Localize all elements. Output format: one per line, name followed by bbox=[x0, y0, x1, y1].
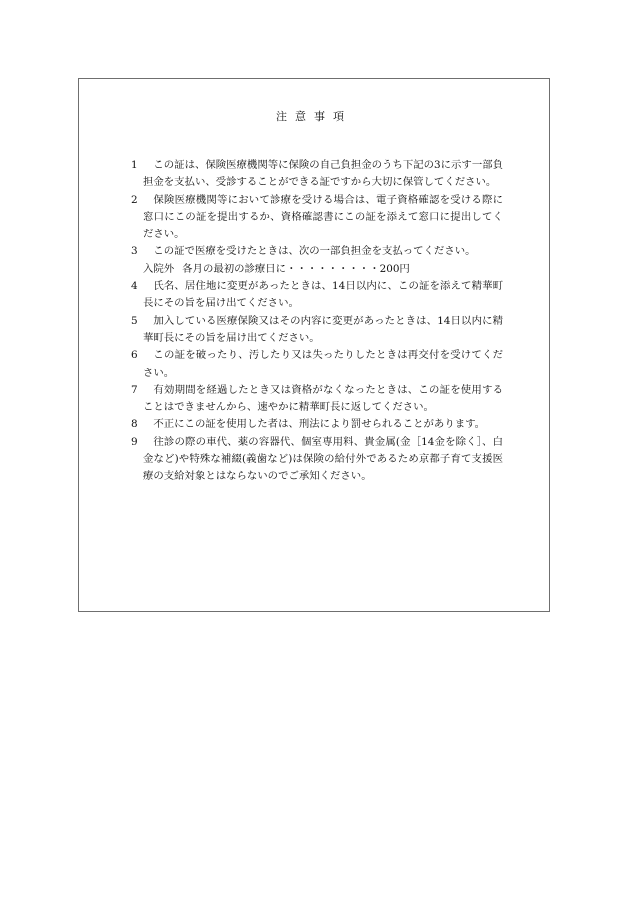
notice-box bbox=[78, 78, 550, 612]
item-text: 氏名、居住地に変更があったときは、14日以内に、この証を添えて精華町長にその旨を届け出てください。 bbox=[143, 280, 503, 310]
notice-item-6 bbox=[131, 347, 503, 382]
item-number: 7 bbox=[131, 383, 138, 396]
item-number: 5 bbox=[131, 314, 138, 327]
item-text: この証を破ったり、汚したり又は失ったりしたときは再交付を受けてください。 bbox=[143, 349, 503, 379]
notice-title: 注意事項 bbox=[276, 110, 352, 123]
item-text: 往診の際の車代、薬の容器代、個室専用料、貴金属(金［14金を除く］、白金など)や特殊な補綴(義歯など)は保険の給付外であるため京都子育て支援医療の支給対象とはならないのでご承知ください。 bbox=[143, 435, 503, 483]
notice-item-4 bbox=[131, 278, 503, 313]
item-number: 2 bbox=[131, 193, 138, 206]
item-text: 有効期間を経過したとき又は資格がなくなったときは、この証を使用することはできませんから、速やかに精華町長に返してください。 bbox=[143, 383, 503, 414]
item-number: 1 bbox=[131, 159, 138, 171]
notice-list bbox=[131, 157, 503, 486]
notice-item-1 bbox=[131, 157, 503, 192]
inpatient-line bbox=[131, 261, 503, 278]
inpatient-label: 入院外 bbox=[143, 262, 175, 275]
item-text: 不正にこの証を使用した者は、刑法により罰せられることがあります。 bbox=[153, 418, 486, 431]
notice-item-3 bbox=[131, 243, 503, 260]
inpatient-text: 各月の最初の診療日に・・・・・・・・・200円 bbox=[182, 262, 410, 275]
notice-item-2 bbox=[131, 192, 503, 244]
item-text: 保険医療機関等において診療を受ける場合は、電子資格確認を受ける際に窓口にこの証を提出するか、資格確認書にこの証を添えて窓口に提出してください。 bbox=[143, 193, 503, 241]
notice-item-9 bbox=[131, 434, 503, 486]
notice-item-7 bbox=[131, 382, 503, 417]
item-number: 9 bbox=[131, 435, 138, 448]
notice-item-5 bbox=[131, 313, 503, 348]
item-text: 加入している医療保険又はその内容に変更があったときは、14日以内に精華町長にその旨を届け出てください。 bbox=[143, 314, 503, 344]
item-number: 3 bbox=[131, 245, 138, 258]
notice-item-8 bbox=[131, 416, 503, 433]
item-text: この証で医療を受けたときは、次の一部負担金を支払ってください。 bbox=[153, 245, 476, 258]
item-number: 4 bbox=[131, 280, 138, 293]
item-number: 6 bbox=[131, 349, 138, 362]
item-number: 8 bbox=[131, 418, 138, 431]
item-text: この証は、保険医療機関等に保険の自己負担金のうち下記の3に示す一部負担金を支払い、受診することができる証ですから大切に保管してください。 bbox=[143, 159, 503, 189]
